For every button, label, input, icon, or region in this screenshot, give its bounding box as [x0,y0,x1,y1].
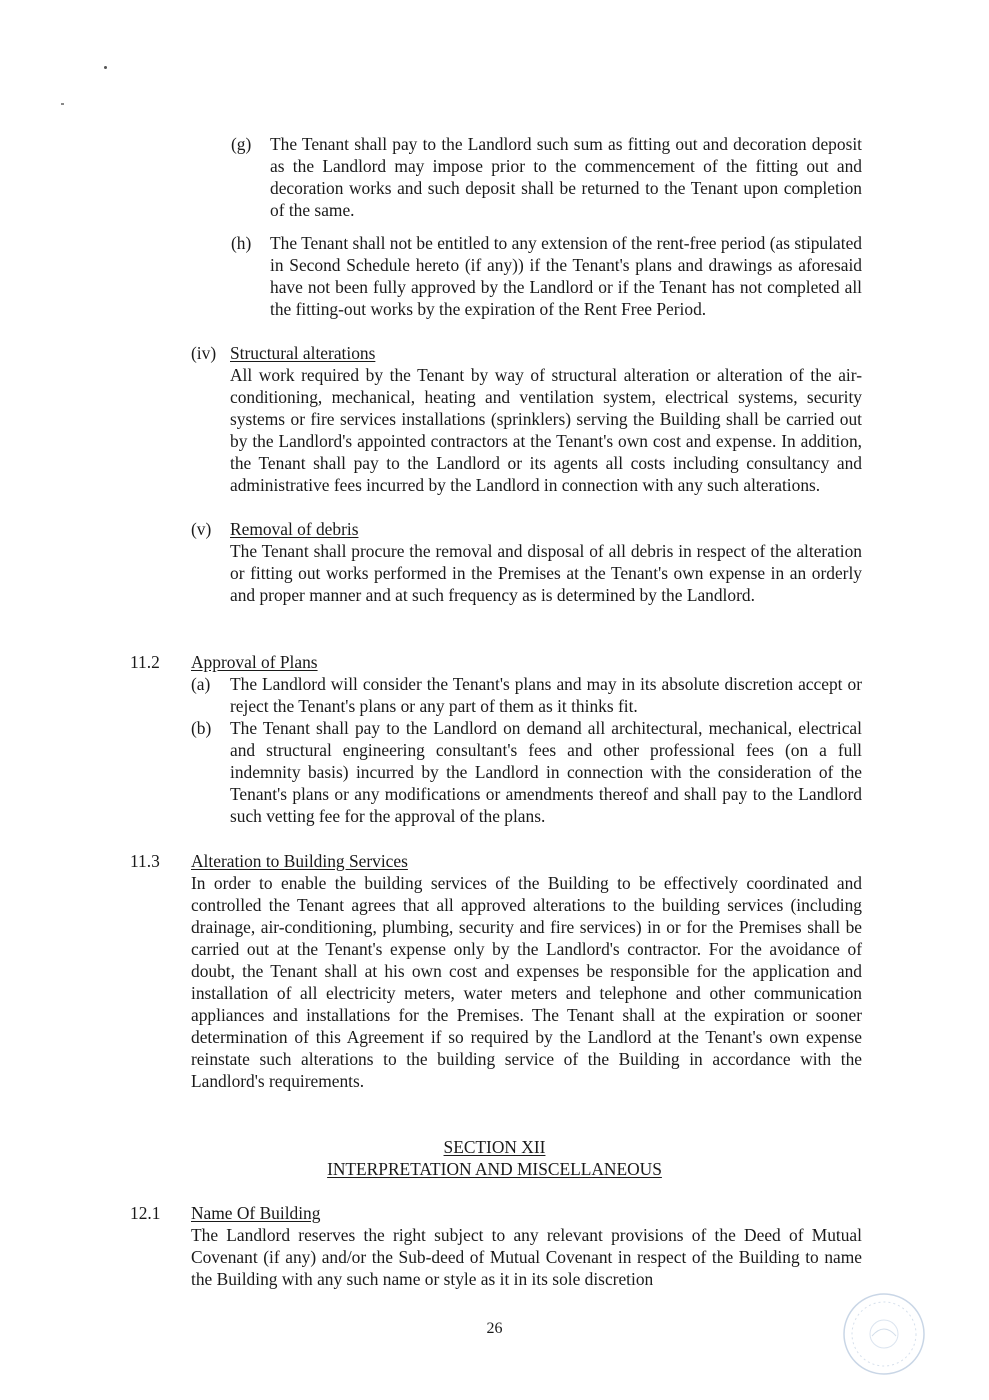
seal-stamp-icon [842,1292,926,1376]
item-iv-heading: Structural alterations [230,343,376,363]
section-subtitle: INTERPRETATION AND MISCELLANEOUS [327,1159,662,1179]
item-h-text: The Tenant shall not be entitled to any extension of the rent-free period (as stipulated in Second Schedule hereto (if any)) if the Tenant's plans and drawings as aforesaid have not been fully approved by the Landlord or if the Tenant has not completed all the fitting-out works by the expiration of the Rent Free Period. [270,233,862,319]
clause-heading-11-3: Alteration to Building Services [191,851,408,871]
item-marker-b: (b) [191,718,212,738]
scan-speck [104,66,107,69]
clause-heading-11-2: Approval of Plans [191,652,318,672]
section-title: SECTION XII [443,1137,546,1157]
item-marker-h: (h) [231,233,252,253]
scan-speck [61,103,64,105]
item-marker-a: (a) [191,674,211,694]
clause-number-12-1: 12.1 [130,1203,161,1223]
clause-heading-12-1: Name Of Building [191,1203,321,1223]
clause-11-2-b-text: The Tenant shall pay to the Landlord on demand all architectural, mechanical, electrical and structural engineering consultant's fees and other professional fees (on a full indemnity basis) incurred by the Landlord in connection with the consideration of the Tenant's plans or any modifications or amendments thereof and shall pay to the Landlord such vetting fee for the approval of the plans. [230,718,862,826]
page-number: 26 [486,1320,503,1337]
item-iv-text: All work required by the Tenant by way of structural alteration or alteration of the air-conditioning, mechanical, heating and ventilation system, electrical systems, security systems or fire services installations (sprinklers) serving the Building shall be carried out by the Landlord's appointed contractors at the Tenant's own cost and expense. In addition, the Tenant shall pay to the Landlord or its agents all costs including consultancy and administrative fees incurred by the Landlord in connection with any such alterations. [230,365,862,495]
clause-11-2-a-text: The Landlord will consider the Tenant's plans and may in its absolute discretion accept or reject the Tenant's plans or any part of them as it thinks fit. [230,674,862,716]
clause-number-11-2: 11.2 [130,652,160,672]
clause-11-3-text: In order to enable the building services of the Building to be effectively coordinated and controlled the Tenant agrees that all approved alterations to the building services (including drainage, air-conditioning, plumbing, security and fire services) in or for the Premises shall be carried out at the Tenant's expense only by the Landlord's contractor. For the avoidance of doubt, the Tenant shall at his own cost and expenses be responsible for the application and installation of all electricity meters, water meters and telephone and other communication appliances and installations for the Premises. The Tenant shall at the expiration or sooner determination of this Agreement if so required by the Landlord at the Tenant's own expense reinstate such alterations to the building service of the Building in accordance with the Landlord's requirements. [191,873,862,1091]
item-v-heading: Removal of debris [230,519,359,539]
item-marker-iv: (iv) [191,343,217,363]
item-marker-g: (g) [231,134,252,154]
item-v-text: The Tenant shall procure the removal and disposal of all debris in respect of the alteration or fitting out works performed in the Premises at the Tenant's own expense in an orderly and proper manner and at such frequency as is determined by the Landlord. [230,541,862,605]
item-g-text: The Tenant shall pay to the Landlord such sum as fitting out and decoration deposit as the Landlord may impose prior to the commencement of the fitting out and decoration works and such deposit shall be returned to the Tenant upon completion of the same. [270,134,862,220]
item-marker-v: (v) [191,519,212,539]
clause-number-11-3: 11.3 [130,851,160,871]
clause-12-1-text: The Landlord reserves the right subject to any relevant provisions of the Deed of Mutual Covenant (if any) and/or the Sub-deed of Mutual Covenant in respect of the Building to name the Building with any such name or style as it in its sole discretion [191,1225,862,1289]
